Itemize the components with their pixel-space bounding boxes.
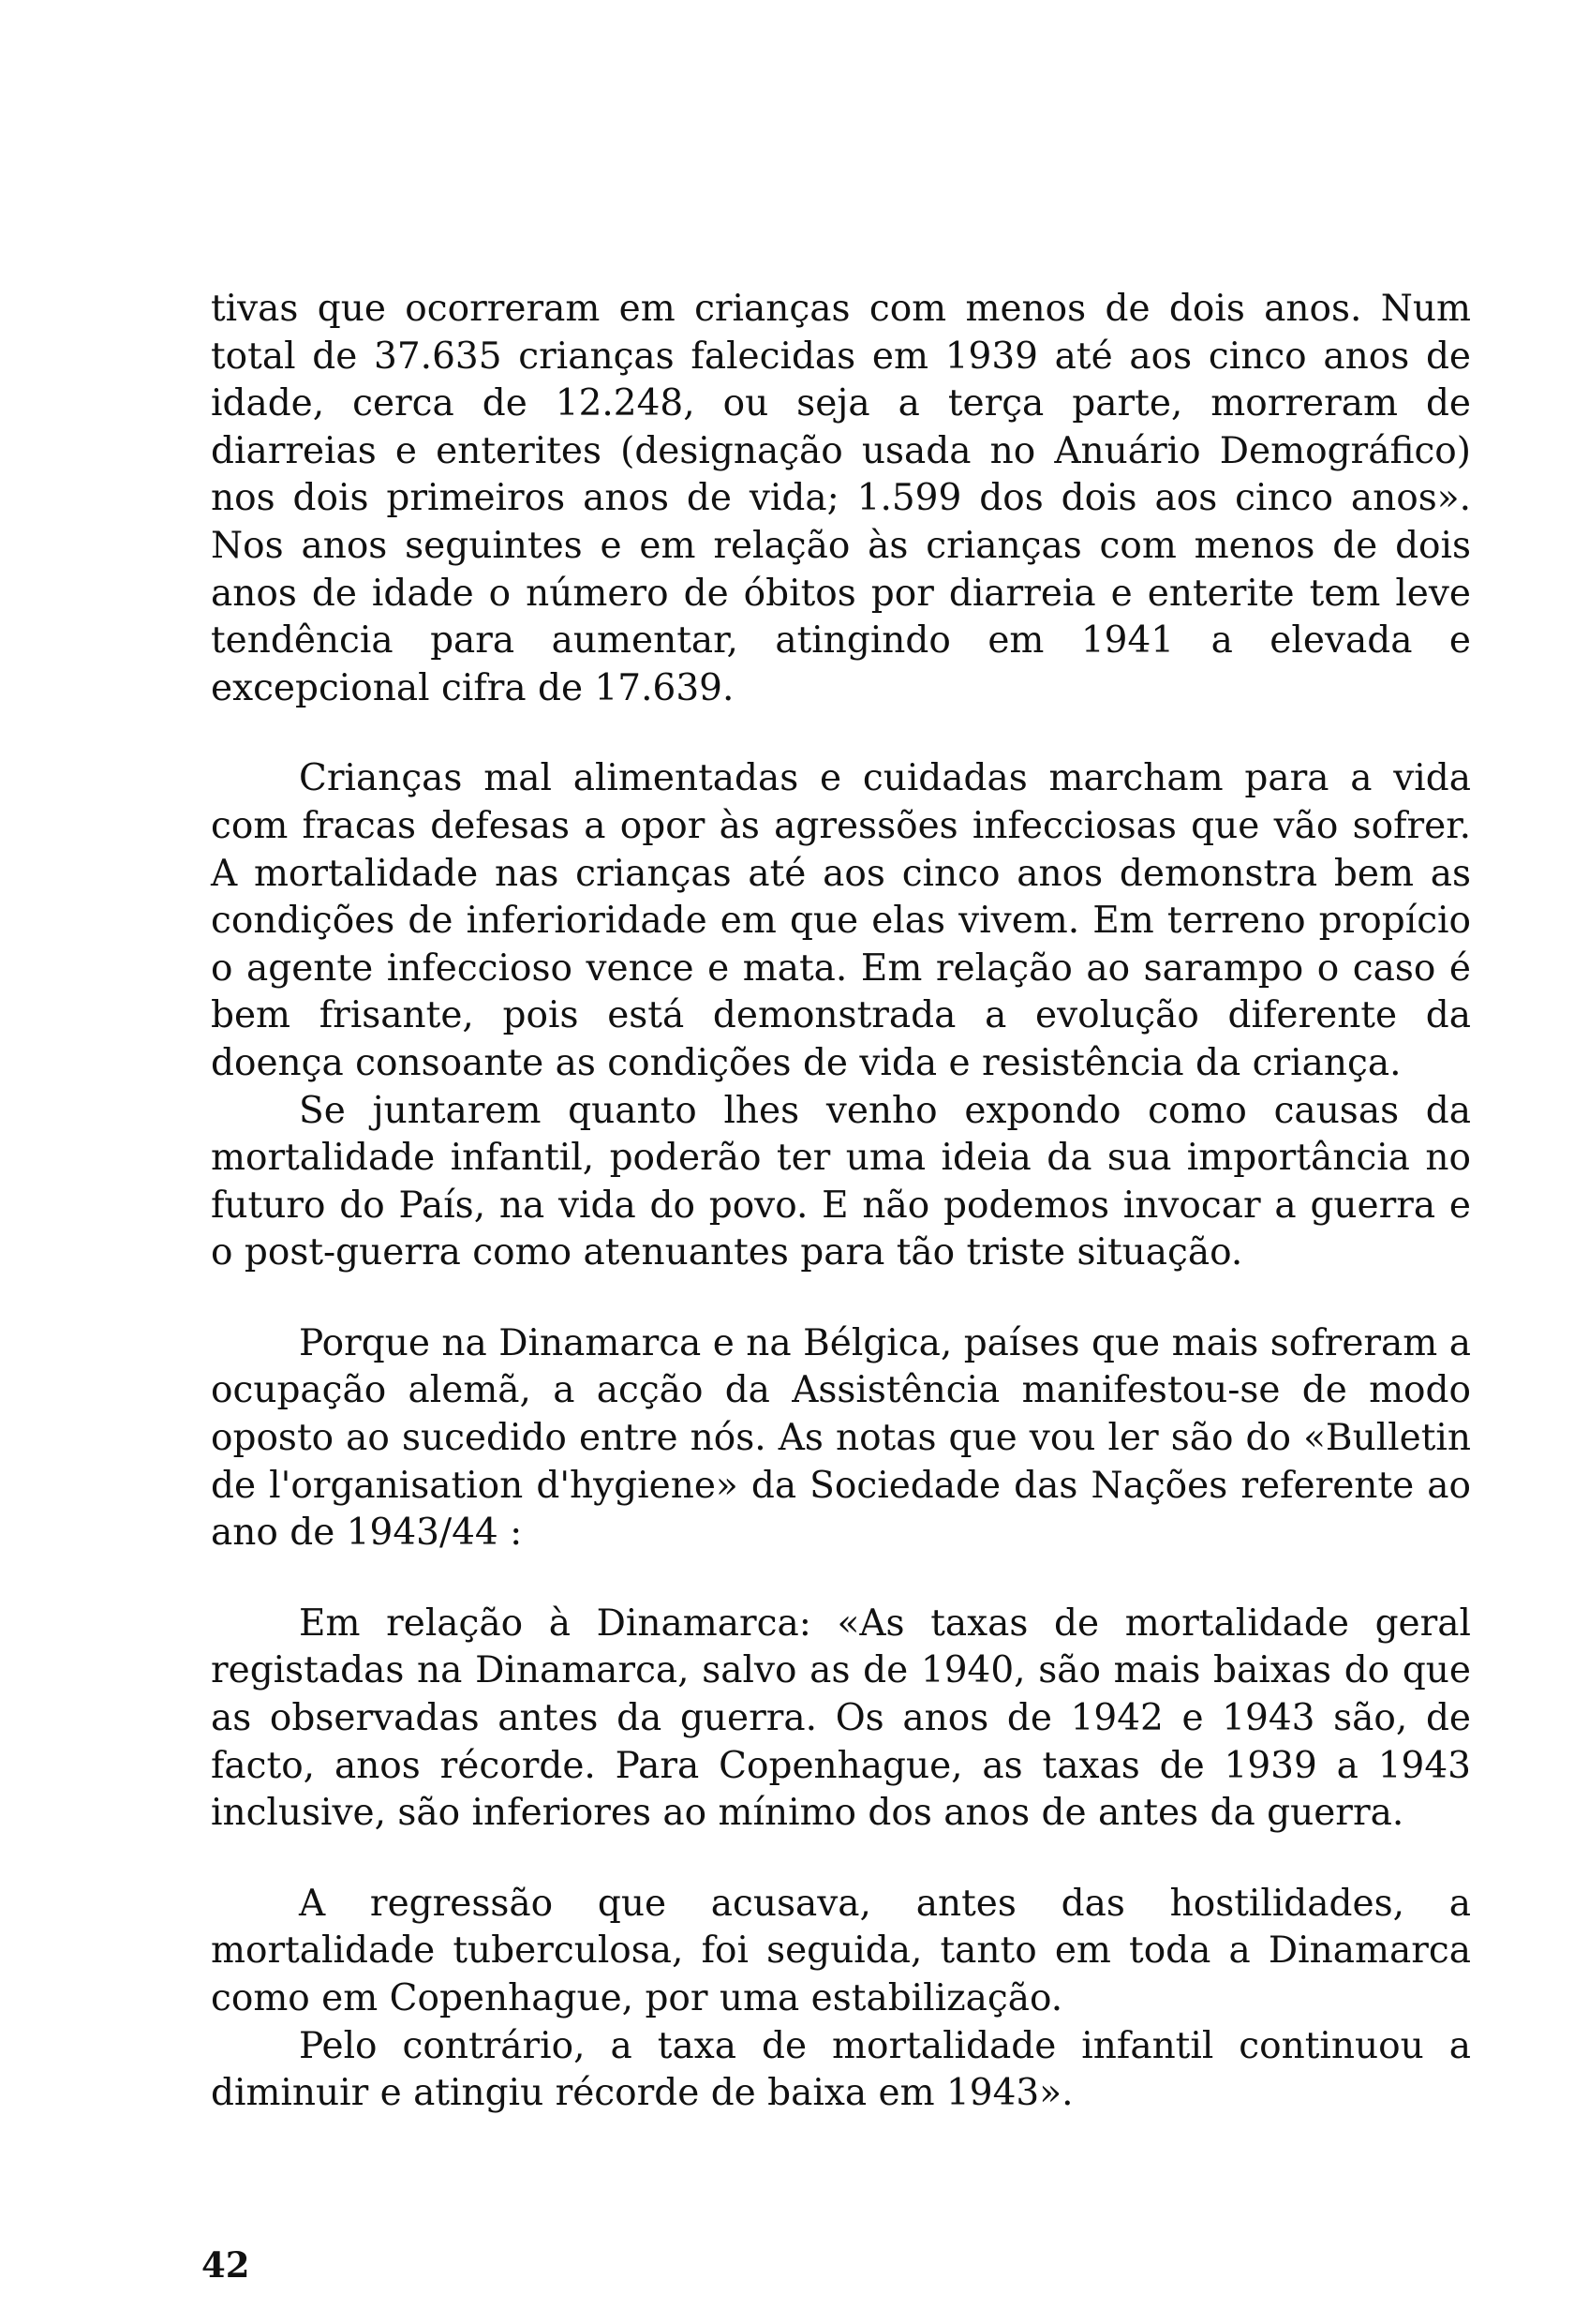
paragraph-denmark-mortality-rates: Em relação à Dinamarca: «As taxas de mortalidade geral registadas na Dinamarca, salvo as de 1940, são mais baixas do que as observadas antes da guerra. Os anos de 1942 e 1943 são, de facto, anos récorde. Para Copenhague, as taxas de 1939 a 1943 inclusive, são inferiores ao mínimo dos anos de antes da guerra. <box>211 1601 1471 1835</box>
paragraph-diarrhea-statistics: tivas que ocorreram em crianças com menos de dois anos. Num total de 37.635 crianças falecidas em 1939 até aos cinco anos de idade, cerca de 12.248, ou seja a terça parte, morreram de diarreias e enterites (designação usada no Anuário Demográfico) nos dois primeiros anos de vida; 1.599 dos dois aos cinco anos». Nos anos seguintes e em relação às crianças com menos de dois anos de idade o número de óbitos por diarreia e enterite tem leve tendência para aumentar, atingindo em 1941 a elevada e excepcional cifra de 17.639. <box>211 288 1471 709</box>
paragraph-infant-mortality-record: Pelo contrário, a taxa de mortalidade infantil continuou a diminuir e atingiu récorde de baixa em 1943». <box>211 2024 1471 2115</box>
page-number: 42 <box>201 2244 250 2286</box>
paragraph-tuberculosis-regression: A regressão que acusava, antes das hostilidades, a mortalidade tuberculosa, foi seguida, tanto em toda a Dinamarca como em Copenhague, por uma estabilização. <box>211 1882 1471 2019</box>
paragraph-malnourished-children: Crianças mal alimentadas e cuidadas marcham para a vida com fracas defesas a opor às agressões infecciosas que vão sofrer. A mortalidade nas crianças até aos cinco anos demonstra bem as condições de inferioridade em que elas vivem. Em terreno propício o agente infeccioso vence e mata. Em relação ao sarampo o caso é bem frisante, pois está demonstrada a evolução diferente da doença consoante as condições de vida e resistência da criança. <box>211 757 1471 1084</box>
page-body <box>211 286 1471 2118</box>
paragraph-denmark-belgium: Porque na Dinamarca e na Bélgica, países que mais sofreram a ocupação alemã, a acção da Assistência manifestou-se de modo oposto ao sucedido entre nós. As notas que vou ler são do «Bulletin de l'organisation d'hygiene» da Sociedade das Nações referente ao ano de 1943/44 : <box>211 1321 1471 1555</box>
paragraph-causes-infant-mortality: Se juntarem quanto lhes venho expondo como causas da mortalidade infantil, poderão ter uma ideia da sua importância no futuro do País, na vida do povo. E não podemos invocar a guerra e o post-guerra como atenuantes para tão triste situação. <box>211 1089 1471 1274</box>
